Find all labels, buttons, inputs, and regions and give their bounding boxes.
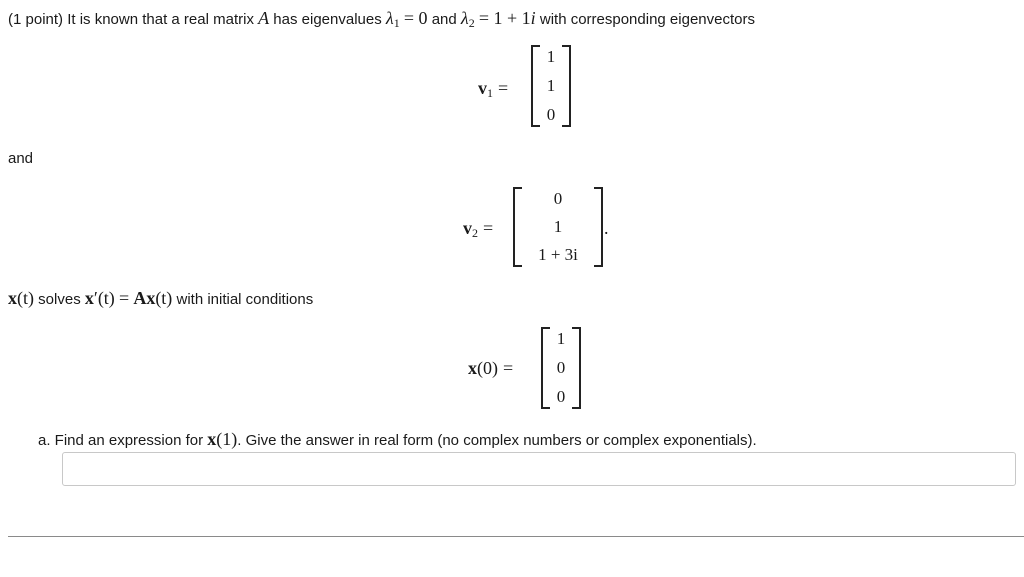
eigenvectors-text: with corresponding eigenvectors — [539, 11, 755, 28]
problem-statement: (1 point) It is known that a real matrix A has eigenvalues $\lambda_1 = 0$ and $\lambda_2 = 1 + 1i$ with corresponding eigenvectors — [8, 8, 755, 30]
x0-entry: 1 — [556, 329, 566, 348]
answer-input[interactable] — [62, 452, 1016, 486]
v2-vector — [513, 187, 603, 267]
v1-entry: 1 — [546, 47, 556, 66]
matrix-symbol: A — [258, 8, 270, 28]
x0-vector — [541, 327, 581, 409]
left-bracket — [531, 45, 540, 127]
v1-vector — [531, 45, 571, 127]
divider — [8, 536, 1024, 537]
v1-entry: 0 — [546, 105, 556, 124]
v2-label: $v_2$ = — [463, 218, 494, 240]
points-label: (1 point) — [8, 11, 64, 28]
ode-statement: x(t) solves x′(t) = Ax(t) with initial conditions — [8, 288, 314, 308]
and-inline: and — [431, 11, 457, 28]
lambda2-value: = 1 + 1 — [478, 8, 531, 28]
v1-label: $v_1$ = — [478, 78, 509, 100]
x0-entry: 0 — [556, 387, 566, 406]
intro-text: It is known that a real matrix — [67, 11, 254, 28]
part-a-prompt: a. Find an expression for x(1). Give the answer in real form (no complex numbers or complex exponentials). — [38, 429, 757, 449]
v2-period: . — [604, 218, 609, 238]
lambda2-symbol: λ — [460, 8, 469, 28]
right-bracket — [594, 187, 603, 267]
v2-entry: 1 — [553, 217, 563, 236]
v2-entry: 0 — [553, 189, 563, 208]
lambda1-symbol: λ — [385, 8, 394, 28]
and-text: and — [8, 150, 34, 167]
right-bracket — [562, 45, 571, 127]
lambda1-value: = 0 — [403, 8, 428, 28]
eigenvalues-text: has eigenvalues — [273, 11, 382, 28]
left-bracket — [541, 327, 550, 409]
x0-label: x(0) = — [468, 358, 514, 378]
x0-entry: 0 — [556, 358, 566, 377]
left-bracket — [513, 187, 522, 267]
v1-entry: 1 — [546, 76, 556, 95]
v2-entry: 1 + 3i — [538, 245, 578, 264]
right-bracket — [572, 327, 581, 409]
